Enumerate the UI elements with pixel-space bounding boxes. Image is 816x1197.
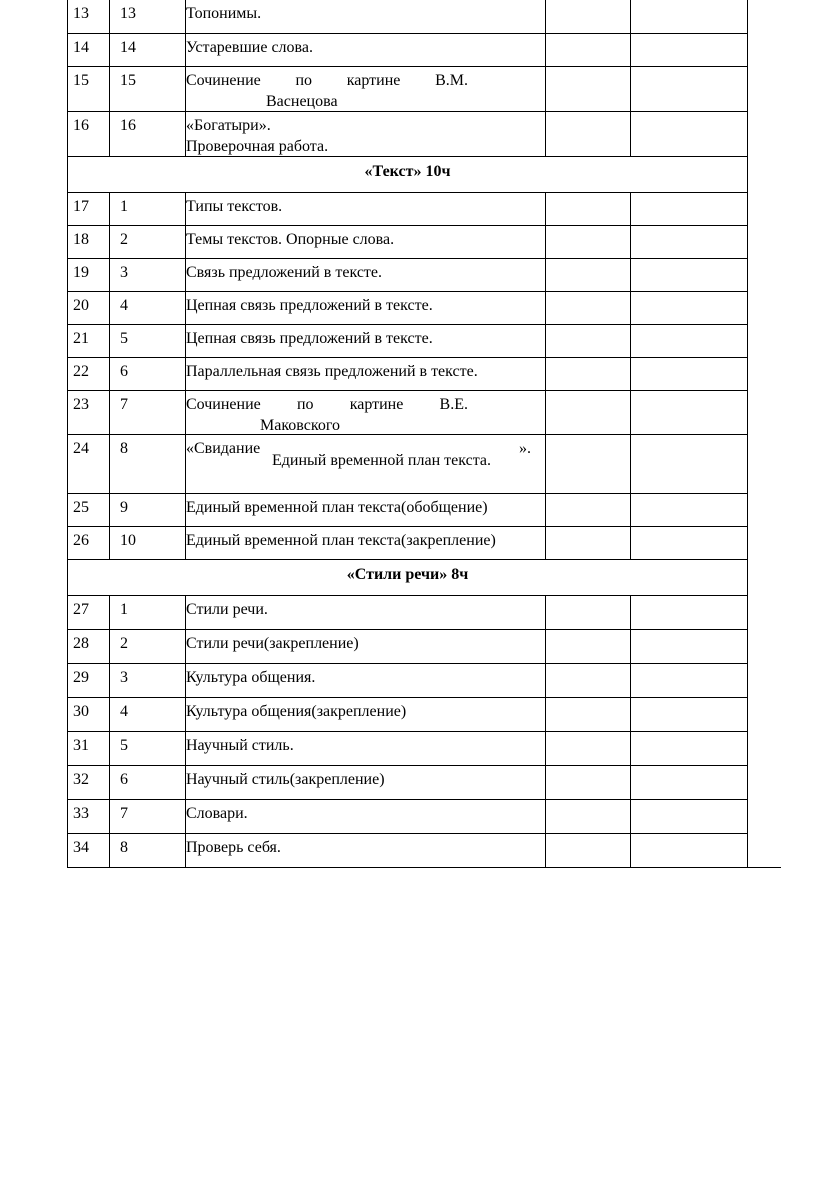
table-row xyxy=(67,193,748,226)
lesson-topic: Стили речи(закрепление) xyxy=(185,630,545,664)
empty-cell xyxy=(545,67,630,112)
empty-cell xyxy=(630,834,748,868)
table-row xyxy=(67,325,748,358)
empty-cell xyxy=(545,259,630,292)
topic-lesson-number: 8 xyxy=(109,435,185,494)
topic-lesson-number: 6 xyxy=(109,766,185,800)
empty-cell xyxy=(545,766,630,800)
empty-cell xyxy=(630,193,748,226)
lesson-number: 28 xyxy=(67,630,109,664)
empty-cell xyxy=(630,226,748,259)
lesson-number: 30 xyxy=(67,698,109,732)
lesson-topic xyxy=(185,67,545,112)
lesson-number: 33 xyxy=(67,800,109,834)
lesson-topic: Научный стиль. xyxy=(185,732,545,766)
lesson-number: 23 xyxy=(67,391,109,435)
table-row xyxy=(67,67,748,112)
section-header-styles xyxy=(67,560,748,596)
empty-cell xyxy=(630,664,748,698)
lesson-number: 15 xyxy=(67,67,109,112)
empty-cell xyxy=(545,664,630,698)
topic-lesson-number: 5 xyxy=(109,325,185,358)
empty-cell xyxy=(630,698,748,732)
lesson-topic: Проверь себя. xyxy=(185,834,545,868)
empty-cell xyxy=(630,325,748,358)
topic-lesson-number: 14 xyxy=(109,34,185,67)
lesson-topic: Типы текстов. xyxy=(185,193,545,226)
lesson-topic xyxy=(185,391,545,435)
topic-lesson-number: 9 xyxy=(109,494,185,527)
table-row xyxy=(67,494,748,527)
empty-cell xyxy=(630,435,748,494)
empty-cell xyxy=(630,259,748,292)
topic-lesson-number: 1 xyxy=(109,193,185,226)
topic-lesson-number: 16 xyxy=(109,112,185,157)
topic-word: Сочинение xyxy=(186,396,261,413)
empty-cell xyxy=(545,292,630,325)
lesson-number: 26 xyxy=(67,527,109,560)
topic-word: В.Е. xyxy=(439,396,468,413)
topic-text: «Свидание xyxy=(186,440,261,457)
table-row xyxy=(67,358,748,391)
lesson-number: 25 xyxy=(67,494,109,527)
lesson-topic: Устаревшие слова. xyxy=(185,34,545,67)
topic-lesson-number: 8 xyxy=(109,834,185,868)
topic-line-2: Васнецова xyxy=(266,93,338,110)
empty-cell xyxy=(545,596,630,630)
empty-cell xyxy=(630,292,748,325)
empty-cell xyxy=(630,0,748,34)
lesson-number: 18 xyxy=(67,226,109,259)
table-row xyxy=(67,226,748,259)
topic-word: В.М. xyxy=(435,72,468,89)
overlapping-text: Единый временной план текста. xyxy=(272,452,491,469)
topic-word: Сочинение xyxy=(186,72,261,89)
lesson-number: 14 xyxy=(67,34,109,67)
lesson-number: 19 xyxy=(67,259,109,292)
empty-cell xyxy=(545,630,630,664)
table-row xyxy=(67,435,748,494)
topic-word: картине xyxy=(346,72,401,89)
topic-word: по xyxy=(295,72,313,89)
empty-cell xyxy=(545,732,630,766)
empty-cell xyxy=(545,391,630,435)
section-title: «Текст» 10ч xyxy=(364,163,451,180)
topic-lesson-number: 5 xyxy=(109,732,185,766)
lesson-topic xyxy=(185,112,545,157)
table-row xyxy=(67,34,748,67)
lesson-number: 13 xyxy=(67,0,109,34)
topic-line-2: Проверочная работа. xyxy=(186,138,329,155)
lesson-topic: Единый временной план текста(закрепление) xyxy=(185,527,545,560)
lesson-number: 29 xyxy=(67,664,109,698)
topic-word: картине xyxy=(349,396,404,413)
empty-cell xyxy=(630,732,748,766)
empty-cell xyxy=(545,834,630,868)
lesson-topic: Цепная связь предложений в тексте. xyxy=(185,292,545,325)
lesson-topic: Культура общения(закрепление) xyxy=(185,698,545,732)
lesson-number: 16 xyxy=(67,112,109,157)
section-title: «Стили речи» 8ч xyxy=(346,566,469,583)
lesson-topic: Научный стиль(закрепление) xyxy=(185,766,545,800)
empty-cell xyxy=(630,112,748,157)
topic-lesson-number: 1 xyxy=(109,596,185,630)
lesson-topic: Параллельная связь предложений в тексте. xyxy=(185,358,545,391)
empty-cell xyxy=(545,226,630,259)
topic-lesson-number: 2 xyxy=(109,630,185,664)
table-row xyxy=(67,664,748,698)
lesson-number: 22 xyxy=(67,358,109,391)
topic-line-1: «Богатыри». xyxy=(186,117,271,134)
lesson-number: 24 xyxy=(67,435,109,494)
empty-cell xyxy=(545,800,630,834)
lesson-number: 31 xyxy=(67,732,109,766)
table-row xyxy=(67,112,748,157)
empty-cell xyxy=(630,527,748,560)
lesson-number: 21 xyxy=(67,325,109,358)
topic-lesson-number: 4 xyxy=(109,292,185,325)
lesson-number: 17 xyxy=(67,193,109,226)
topic-lesson-number: 2 xyxy=(109,226,185,259)
table-row xyxy=(67,259,748,292)
empty-cell xyxy=(545,698,630,732)
table-row xyxy=(67,834,748,868)
lesson-number: 27 xyxy=(67,596,109,630)
table-row xyxy=(67,596,748,630)
table-row xyxy=(67,698,748,732)
empty-cell xyxy=(630,800,748,834)
table-row xyxy=(67,800,748,834)
empty-cell xyxy=(630,630,748,664)
lesson-topic: Стили речи. xyxy=(185,596,545,630)
lesson-number: 34 xyxy=(67,834,109,868)
empty-cell xyxy=(630,34,748,67)
lesson-topic xyxy=(185,435,545,494)
empty-cell xyxy=(545,358,630,391)
empty-cell xyxy=(545,0,630,34)
lesson-topic: Топонимы. xyxy=(185,0,545,34)
empty-cell xyxy=(545,193,630,226)
lesson-topic: Словари. xyxy=(185,800,545,834)
topic-lesson-number: 3 xyxy=(109,259,185,292)
topic-lesson-number: 13 xyxy=(109,0,185,34)
section-header-text xyxy=(67,157,748,193)
topic-line-2: Маковского xyxy=(260,417,340,434)
empty-cell xyxy=(545,34,630,67)
lesson-topic: Цепная связь предложений в тексте. xyxy=(185,325,545,358)
topic-lesson-number: 10 xyxy=(109,527,185,560)
lesson-topic: Темы текстов. Опорные слова. xyxy=(185,226,545,259)
table-row xyxy=(67,630,748,664)
topic-word: по xyxy=(296,396,314,413)
empty-cell xyxy=(630,494,748,527)
empty-cell xyxy=(630,766,748,800)
lesson-number: 32 xyxy=(67,766,109,800)
lesson-topic: Единый временной план текста(обобщение) xyxy=(185,494,545,527)
lesson-topic: Культура общения. xyxy=(185,664,545,698)
empty-cell xyxy=(630,391,748,435)
topic-lesson-number: 7 xyxy=(109,391,185,435)
topic-lesson-number: 15 xyxy=(109,67,185,112)
topic-lesson-number: 4 xyxy=(109,698,185,732)
empty-cell xyxy=(630,67,748,112)
table-row xyxy=(67,391,748,435)
topic-lesson-number: 3 xyxy=(109,664,185,698)
table-row xyxy=(67,0,748,34)
empty-cell xyxy=(545,325,630,358)
table-border-tail xyxy=(748,867,781,868)
table-row xyxy=(67,292,748,325)
empty-cell xyxy=(545,112,630,157)
lesson-number: 20 xyxy=(67,292,109,325)
empty-cell xyxy=(545,527,630,560)
lesson-topic: Связь предложений в тексте. xyxy=(185,259,545,292)
topic-lesson-number: 6 xyxy=(109,358,185,391)
empty-cell xyxy=(545,435,630,494)
table-row xyxy=(67,527,748,560)
empty-cell xyxy=(545,494,630,527)
empty-cell xyxy=(630,596,748,630)
empty-cell xyxy=(630,358,748,391)
topic-text-end: ». xyxy=(519,440,531,457)
table-row xyxy=(67,732,748,766)
table-row xyxy=(67,766,748,800)
topic-lesson-number: 7 xyxy=(109,800,185,834)
